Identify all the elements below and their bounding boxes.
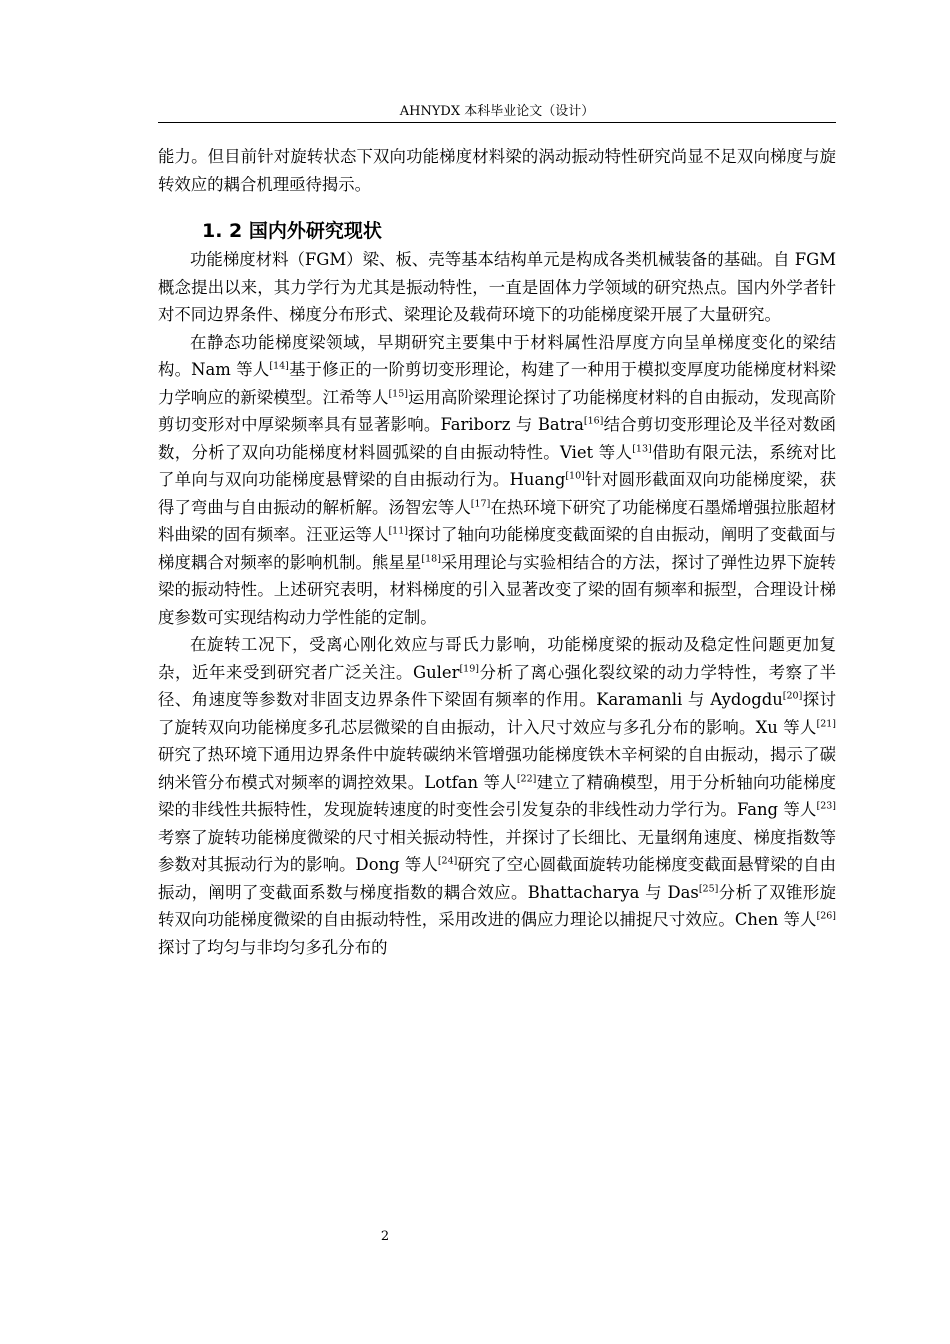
section-heading: 1. 2 国内外研究现状 (202, 220, 382, 242)
citation-marker: [25] (698, 883, 719, 895)
citation-marker: [24] (437, 855, 458, 867)
paragraph-text: 建立了精确模型，用于分析轴向功能梯度梁的非线性共振特性，发现旋转速度的时变性会引发复杂的非线性动力学行为。Fang 等人 (158, 772, 836, 819)
paragraph-text: 在静态功能梯度梁领域，早期研究主要集中于材料属性沿厚度方向呈单梯度变化的梁结构。Nam 等人 (158, 332, 836, 379)
citation-marker: [16] (583, 415, 604, 427)
paragraph-text: 运用高阶梁理论探讨了功能梯度材料的自由振动，发现高阶剪切变形对中厚梁频率具有显著影响。Fariborz 与 Batra (158, 387, 836, 434)
citation-marker: [20] (782, 690, 803, 702)
citation-marker: [13] (632, 443, 652, 455)
paragraph-text: 考察了旋转功能梯度微梁的尺寸相关振动特性，并探讨了长细比、无量纲角速度、梯度指数等参数对其振动行为的影响。Dong 等人 (158, 827, 836, 874)
body-paragraph (158, 329, 836, 632)
header-rule (158, 122, 836, 123)
continuation-paragraph: 能力。但目前针对旋转状态下双向功能梯度材料梁的涡动振动特性研究尚显不足双向梯度与旋转效应的耦合机理亟待揭示。 (158, 147, 836, 194)
citation-marker: [15] (388, 388, 408, 400)
paragraph-text: 研究了空心圆截面旋转功能梯度变截面悬臂梁的自由振动，阐明了变截面系数与梯度指数的耦合效应。Bhattacharya 与 Das (158, 855, 836, 902)
page-number: 2 (380, 1229, 390, 1244)
citation-marker: [21] (816, 718, 836, 730)
citation-marker: [14] (269, 360, 289, 372)
paragraph-text: 研究了热环境下通用边界条件中旋转碳纳米管增强功能梯度铁木辛柯梁的自由振动，揭示了碳纳米管分布模式对频率的调控效果。Lotfan 等人 (158, 745, 836, 792)
paragraph-text: 分析了双锥形旋转双向功能梯度微梁的自由振动特性，采用改进的偶应力理论以捕捉尺寸效应。Chen 等人 (158, 882, 837, 929)
citation-marker: [18] (421, 553, 441, 565)
paragraph-text: 在旋转工况下，受离心刚化效应与哥氏力影响，功能梯度梁的振动及稳定性问题更加复杂，近年来受到研究者广泛关注。Guler (158, 635, 836, 682)
page-header-title: AHNYDX 本科毕业论文（设计） (399, 104, 595, 119)
paragraph-text: 探讨了旋转双向功能梯度多孔芯层微梁的自由振动，计入尺寸效应与多孔分布的影响。Xu 等人 (158, 690, 837, 737)
citation-marker: [17] (470, 498, 491, 510)
paragraph-text: 探讨了均匀与非均匀多孔分布的 (158, 937, 388, 957)
paragraph-text: 针对圆形截面双向功能梯度梁，获得了弯曲与自由振动的解析解。汤智宏等人 (158, 470, 836, 517)
paragraph-text: 在热环境下研究了功能梯度石墨烯增强拉胀超材料曲梁的固有频率。汪亚运等人 (158, 497, 837, 544)
paragraph-text: 分析了离心强化裂纹梁的动力学特性，考察了半径、角速度等参数对非固支边界条件下梁固有频率的作用。Karamanli 与 Aydogdu (158, 662, 836, 709)
citation-marker: [10] (565, 470, 585, 482)
paragraph-text: 功能梯度材料（FGM）梁、板、壳等基本结构单元是构成各类机械装备的基础。自 FGM 概念提出以来，其力学行为尤其是振动特性，一直是固体力学领域的研究热点。国内外学者针对不同边界条件、梯度分布形式、梁理论及载荷环境下的功能梯度梁开展了大量研究。 (158, 250, 836, 324)
citation-marker: [19] (459, 663, 479, 675)
citation-marker: [11] (388, 525, 408, 537)
paragraph-text: 探讨了轴向功能梯度变截面梁的自由振动，阐明了变截面与梯度耦合对频率的影响机制。熊星星 (158, 525, 836, 572)
citation-marker: [26] (816, 910, 836, 922)
body-paragraph (158, 246, 836, 329)
citation-marker: [22] (516, 773, 537, 785)
paragraph-list (158, 246, 836, 961)
paragraph-text: 结合剪切变形理论及半径对数函数，分析了双向功能梯度材料圆弧梁的自由振动特性。Viet 等人 (158, 415, 837, 462)
body-paragraph (158, 631, 836, 961)
paragraph-text: 借助有限元法，系统对比了单向与双向功能梯度悬臂梁的自由振动行为。Huang (158, 442, 836, 489)
citation-marker: [23] (816, 800, 836, 812)
document-body (158, 143, 836, 961)
paragraph-text: 采用理论与实验相结合的方法，探讨了弹性边界下旋转梁的振动特性。上述研究表明，材料梯度的引入显著改变了梁的固有频率和振型，合理设计梯度参数可实现结构动力学性能的定制。 (158, 552, 837, 627)
paragraph-text: 基于修正的一阶剪切变形理论，构建了一种用于模拟变厚度功能梯度材料梁力学响应的新梁模型。江希等人 (158, 360, 836, 407)
